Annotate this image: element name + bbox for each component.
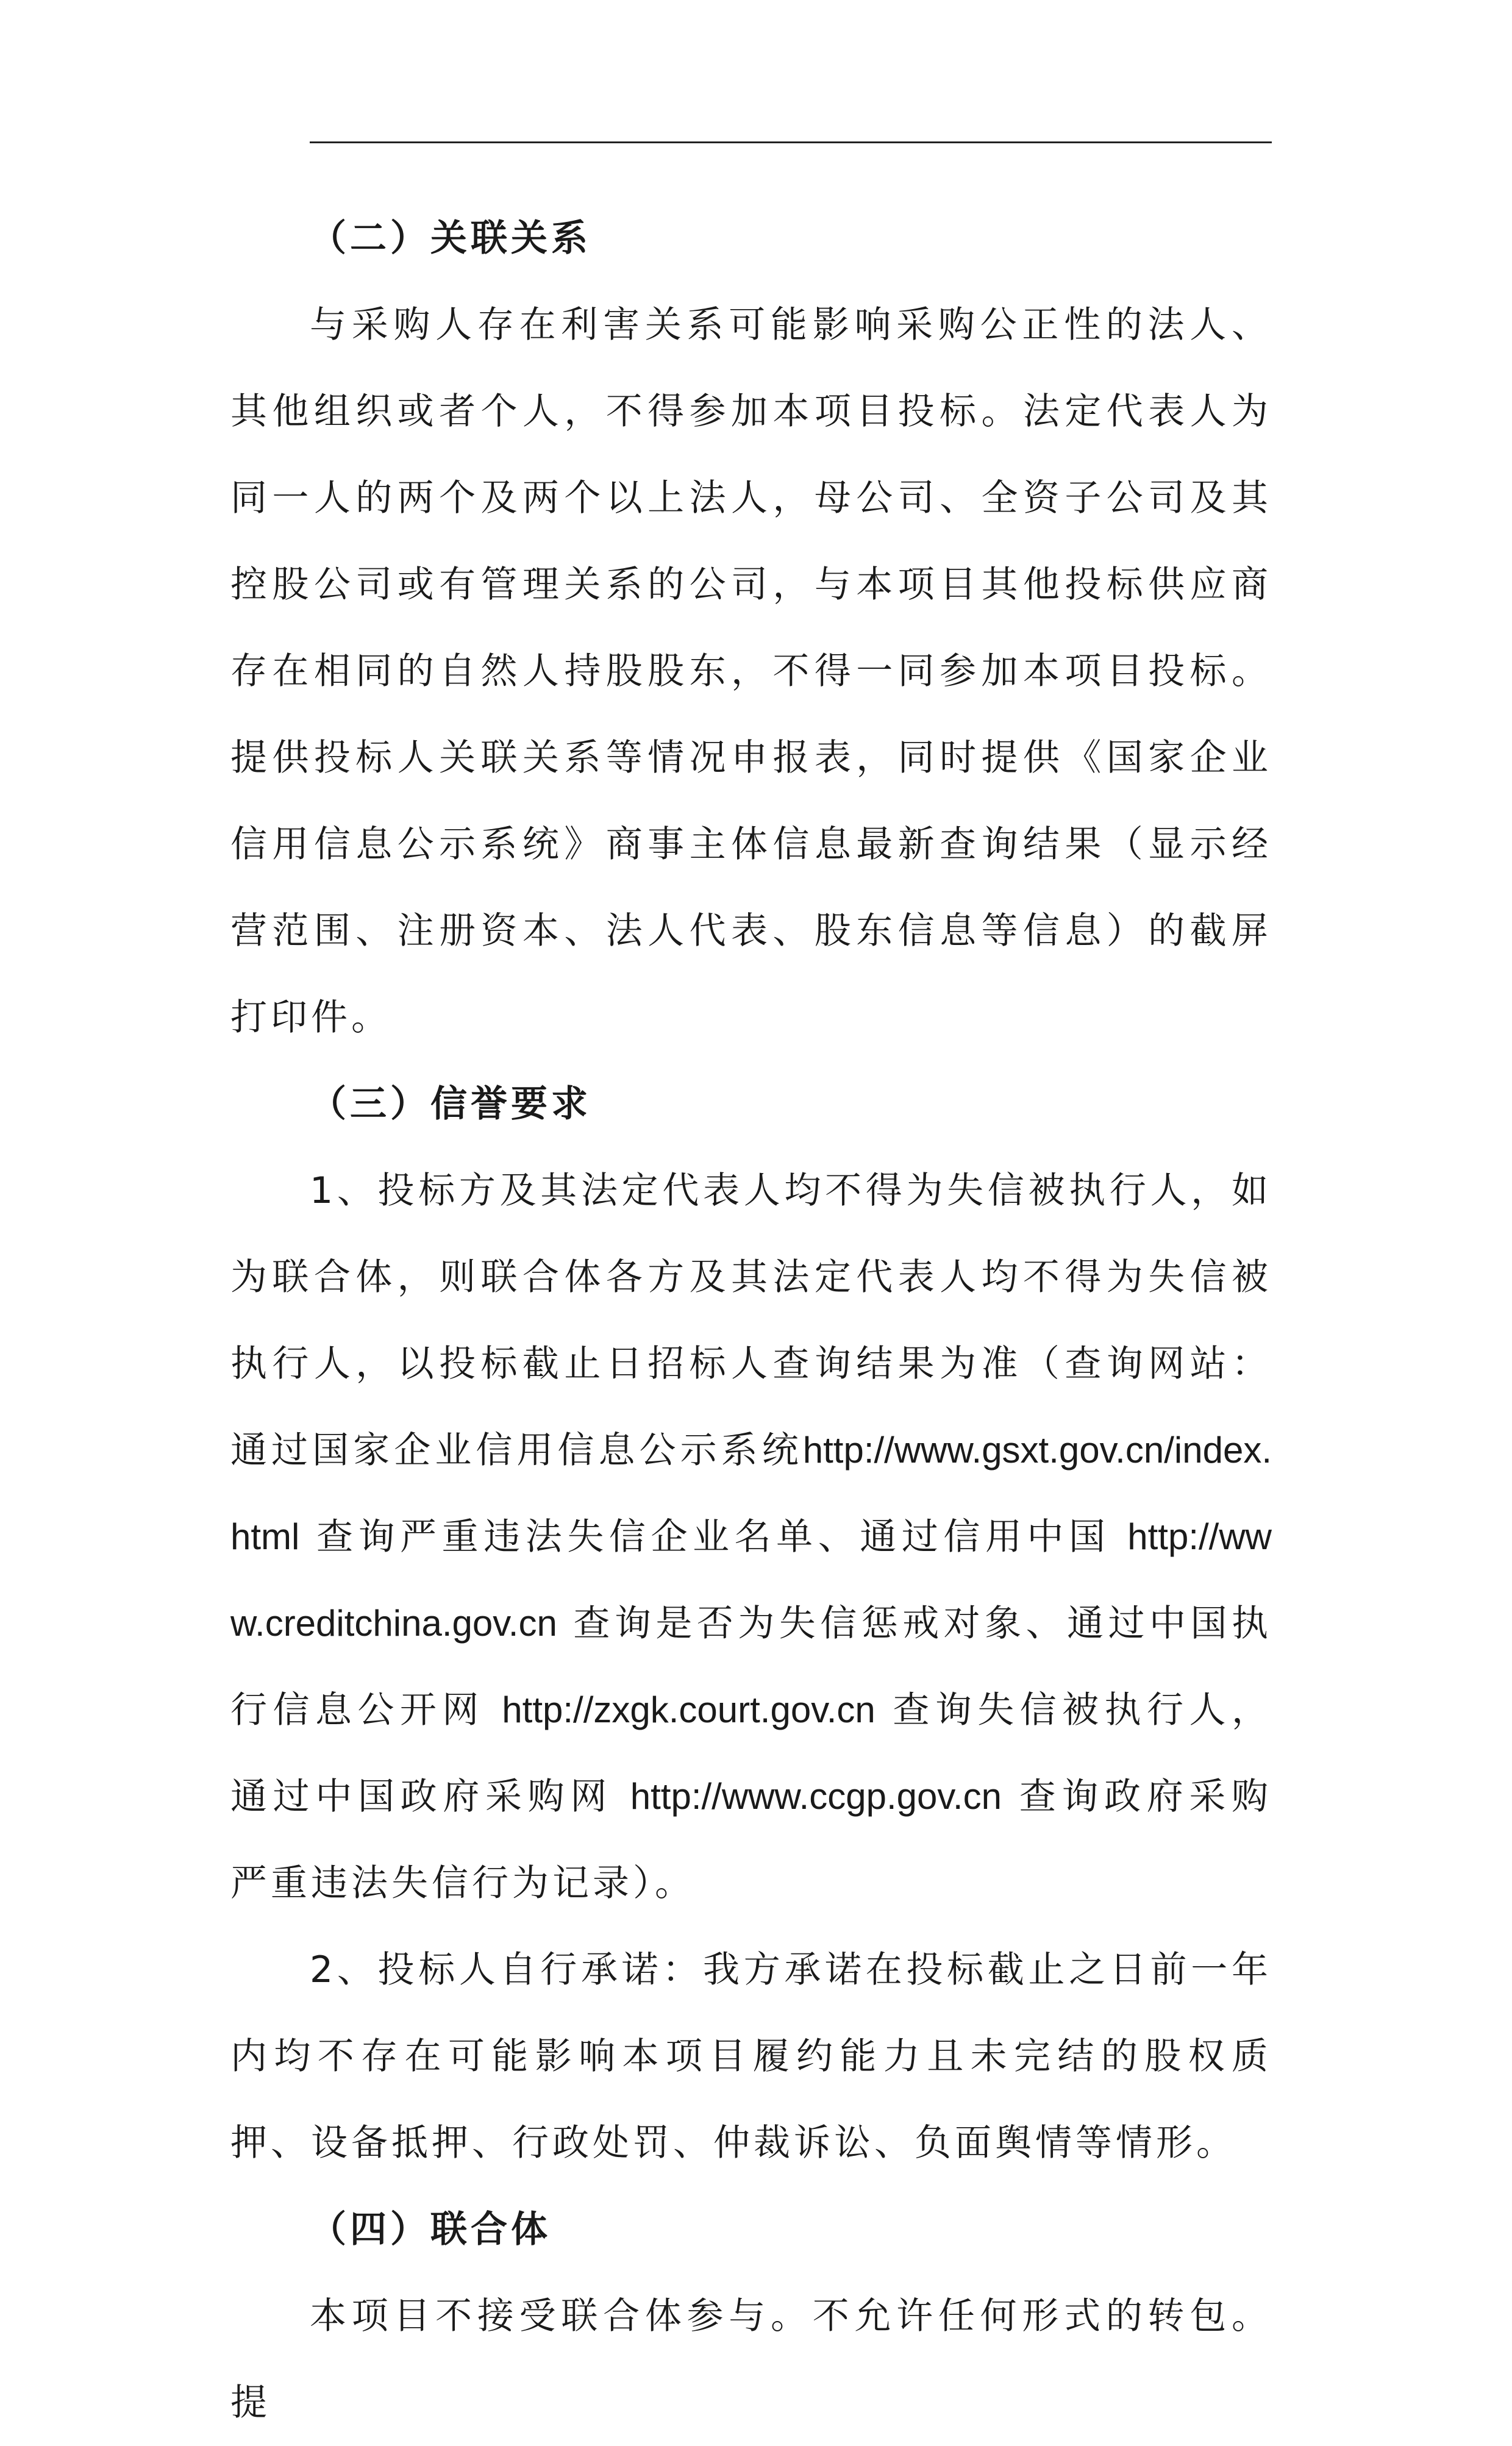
related-parties-paragraph: 与采购人存在利害关系可能影响采购公正性的法人、其他组织或者个人，不得参加本项目投标。法定代表人为同一人的两个及两个以上法人，母公司、全资子公司及其控股公司或有管理关系的公司，与本项目其他投标供应商存在相同的自然人持股股东，不得一同参加本项目投标。提供投标人关联关系等情况申报表，同时提供《国家企业信用信息公示系统》商事主体信息最新查询结果（显示经营范围、注册资本、法人代表、股东信息等信息）的截屏打印件。 [230,304,1272,1039]
item-1-text-1: 1、投标方及其法定代表人均不得为失信被执行人，如为联合体，则联合体各方及其法定代表人均不得为失信被执行人，以投标截止日招标人查询结果为准（查询网站：通过国家企业信用信息公示系统 [230,1169,1272,1472]
section-heading-related-parties: （二）关联关系 [310,217,591,260]
item-1-text-3: 查询是否为失信惩戒对象、通过中国执行信息公开网 [230,1602,1272,1731]
item-1-text-2: 查询严重违法失信企业名单、通过信用中国 [316,1516,1111,1558]
item-1-text-4: 查询失信被执行人，通过中国政府采购网 [230,1689,1272,1818]
zxgk-url: http://zxgk.court.gov.cn [502,1689,875,1730]
gsxt-url: http://www.gsxt.gov.cn/index.html [230,1430,1272,1557]
section-heading-consortium: （四）联合体 [310,2208,551,2251]
document-body [230,195,1272,2446]
section-heading-credit-requirements: （三）信誉要求 [310,1083,591,1125]
creditchina-url: http://www.creditchina.gov.cn [230,1516,1272,1644]
consortium-paragraph: 本项目不接受联合体参与。不允许任何形式的转包。提 [230,2295,1272,2424]
item-1-text-5: 查询政府采购严重违法失信行为记录）。 [230,1775,1272,1905]
credit-requirement-item-1 [230,1147,1272,1927]
ccgp-url: http://www.ccgp.gov.cn [630,1776,1002,1817]
header-rule [310,141,1272,143]
credit-requirement-item-2: 2、投标人自行承诺：我方承诺在投标截止之日前一年内均不存在可能影响本项目履约能力且未完结的股权质押、设备抵押、行政处罚、仲裁诉讼、负面舆情等情形。 [230,1949,1272,2164]
